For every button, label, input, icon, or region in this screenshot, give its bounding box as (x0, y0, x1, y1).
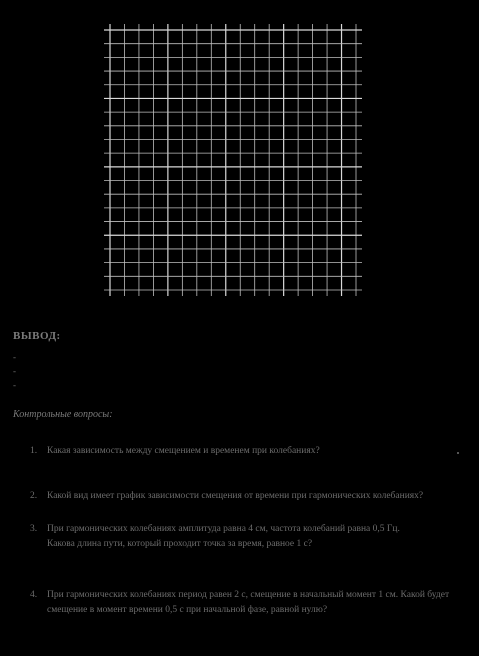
question-continuation: Какова длина пути, который проходит точка за время, равное 1 с? (47, 539, 313, 549)
graph-grid (104, 24, 362, 296)
question-continuation: смещение в момент времени 0,5 с при начальной фазе, равной нулю? (47, 605, 328, 615)
question-number: 2. (30, 491, 38, 501)
conclusion-label: ВЫВОД: (13, 330, 61, 342)
dot-mark (457, 452, 459, 454)
grid-lines (104, 24, 362, 296)
question-item (30, 444, 462, 459)
question-item (30, 588, 462, 618)
question-text: При гармонических колебаниях период равен 2 с, смещение в начальный момент 1 см. Какой будет (47, 590, 450, 600)
conclusion-bullet: - (13, 352, 16, 362)
question-number: 3. (30, 524, 38, 534)
questions-heading: Контрольные вопросы: (13, 409, 113, 420)
question-item (30, 489, 462, 504)
question-text: Какая зависимость между смещением и временем при колебаниях? (47, 446, 320, 456)
question-number: 4. (30, 590, 38, 600)
conclusion-bullet: - (13, 380, 16, 390)
question-item (30, 522, 462, 552)
question-text: При гармонических колебаниях амплитуда равна 4 см, частота колебаний равна 0,5 Гц. (47, 524, 400, 534)
question-number: 1. (30, 446, 38, 456)
conclusion-bullet: - (13, 366, 16, 376)
question-text: Какой вид имеет график зависимости смещения от времени при гармонических колебаниях? (47, 491, 424, 501)
